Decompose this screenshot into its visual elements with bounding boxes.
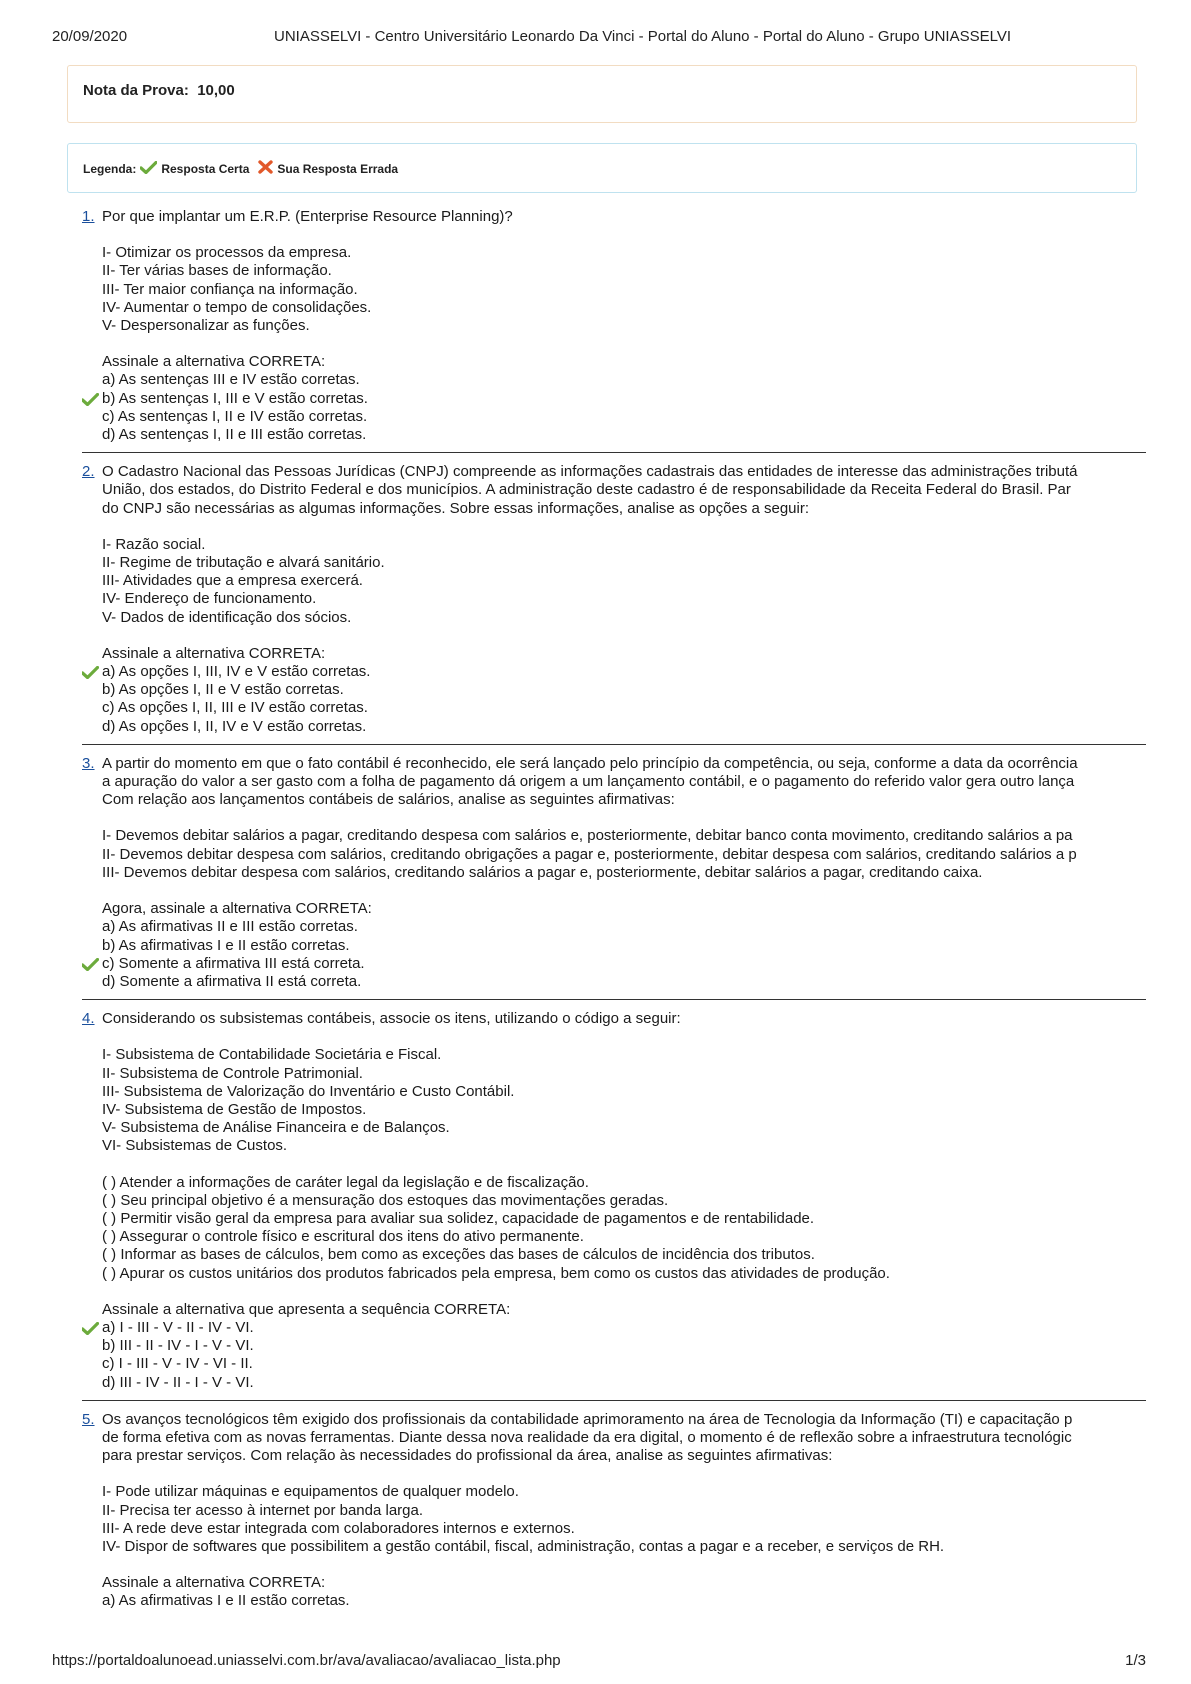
statement: VI- Subsistemas de Custos. <box>102 1137 288 1155</box>
legend-row <box>83 160 398 177</box>
statement: II- Regime de tributação e alvará sanitário. <box>102 554 385 572</box>
alternative[interactable]: c) As sentenças I, II e IV estão corretas. <box>102 407 368 425</box>
statement: II- Precisa ter acesso à internet por banda larga. <box>102 1501 424 1519</box>
association-item: ( ) Informar as bases de cálculos, bem como as exceções das bases de cálculos de incidência dos tributos. <box>102 1246 815 1264</box>
alternative[interactable]: a) As sentenças III e IV estão corretas. <box>102 371 360 389</box>
alternative[interactable]: c) As opções I, II, III e IV estão corretas. <box>102 699 368 717</box>
print-date: 20/09/2020 <box>52 28 128 45</box>
question-number-link[interactable]: 2. <box>82 463 95 481</box>
statement: I- Otimizar os processos da empresa. <box>102 244 352 262</box>
alternative[interactable]: b) As opções I, II e V estão corretas. <box>102 681 344 699</box>
statement: III- A rede deve estar integrada com colaboradores internos e externos. <box>102 1519 575 1537</box>
association-item: ( ) Permitir visão geral da empresa para avaliar sua solidez, capacidade de pagamentos e de rentabilidade. <box>102 1209 815 1227</box>
legend-wrong: Sua Resposta Errada <box>277 161 399 176</box>
print-footer <box>52 1652 1146 1674</box>
print-header <box>52 28 1112 50</box>
question-4 <box>82 1010 1146 1401</box>
alternative[interactable]: a) As afirmativas I e II estão corretas. <box>102 1592 350 1610</box>
statement: III- Ter maior confiança na informação. <box>102 280 358 298</box>
cross-icon <box>258 160 273 177</box>
question-3 <box>82 755 1146 1000</box>
alternative-correct[interactable] <box>102 663 1146 681</box>
statement: IV- Endereço de funcionamento. <box>102 590 317 608</box>
check-icon <box>82 958 99 971</box>
alternative-label: b) As sentenças I, III e V estão corretas. <box>102 389 368 407</box>
score-value: 10,00 <box>197 82 235 99</box>
alternative[interactable]: b) III - II - IV - I - V - VI. <box>102 1337 254 1355</box>
statement: I- Pode utilizar máquinas e equipamentos de qualquer modelo. <box>102 1483 519 1501</box>
question-5 <box>82 1411 1146 1619</box>
association-item: ( ) Apurar os custos unitários dos produtos fabricados pela empresa, bem como os custos das atividades de produção. <box>102 1264 890 1282</box>
question-text: Considerando os subsistemas contábeis, associe os itens, utilizando o código a seguir: <box>102 1010 681 1028</box>
question-text: A partir do momento em que o fato contábil é reconhecido, ele será lançado pelo princípio da competência, ou seja, conforme a data da ocorrência <box>102 754 1078 772</box>
alternative-correct[interactable] <box>102 955 1146 973</box>
statement: V- Dados de identificação dos sócios. <box>102 608 352 626</box>
alternative-label: c) Somente a afirmativa III está correta. <box>102 954 365 972</box>
alternative[interactable]: d) Somente a afirmativa II está correta. <box>102 972 362 990</box>
question-number-link[interactable]: 3. <box>82 754 95 772</box>
association-item: ( ) Atender a informações de caráter legal da legislação e de fiscalização. <box>102 1173 589 1191</box>
question-text: a apuração do valor a ser gasto com a folha de pagamento dá origem a um lançamento contábil, e o pagamento do referido valor gera outro lança <box>102 773 1075 791</box>
statement: II- Subsistema de Controle Patrimonial. <box>102 1064 363 1082</box>
statement: III- Atividades que a empresa exercerá. <box>102 572 363 590</box>
question-prompt: Assinale a alternativa CORRETA: <box>102 353 326 371</box>
question-text: Os avanços tecnológicos têm exigido dos profissionais da contabilidade aprimoramento na área de Tecnologia da Informação (TI) e capacitação p <box>102 1410 1073 1428</box>
question-number-link[interactable]: 4. <box>82 1010 95 1028</box>
question-number-link[interactable]: 1. <box>82 208 95 225</box>
statement: III- Subsistema de Valorização do Inventário e Custo Contábil. <box>102 1082 515 1100</box>
statement: IV- Subsistema de Gestão de Impostos. <box>102 1100 367 1118</box>
statement: II- Devemos debitar despesa com salários, creditando obrigações a pagar e, posteriormente, debitar despesa com salários, creditando salários a p <box>102 845 1077 863</box>
alternative-label: a) As opções I, III, IV e V estão corretas. <box>102 663 371 681</box>
question-prompt: Agora, assinale a alternativa CORRETA: <box>102 900 372 918</box>
check-icon <box>82 666 99 679</box>
score-panel <box>67 65 1137 123</box>
question-text: para prestar serviços. Com relação às necessidades do profissional da área, analise as seguintes afirmativas: <box>102 1447 833 1465</box>
page-number: 1/3 <box>1125 1652 1146 1669</box>
association-item: ( ) Seu principal objetivo é a mensuração dos estoques das movimentações geradas. <box>102 1191 669 1209</box>
statement: V- Despersonalizar as funções. <box>102 317 310 335</box>
question-text: Por que implantar um E.R.P. (Enterprise Resource Planning)? <box>102 208 513 225</box>
statement: IV- Dispor de softwares que possibilitem a gestão contábil, fiscal, administração, contas a pagar e a receber, e serviços de RH. <box>102 1537 945 1555</box>
statement: I- Razão social. <box>102 535 206 553</box>
question-text: de forma efetiva com as novas ferramentas. Diante dessa nova realidade da era digital, o momento é de reflexão sobre a infraestrutura tecnológic <box>102 1428 1072 1446</box>
page-title: UNIASSELVI - Centro Universitário Leonardo Da Vinci - Portal do Aluno - Portal do Aluno - Grupo UNIASSELVI <box>274 28 1012 45</box>
alternative[interactable]: a) As afirmativas II e III estão corretas. <box>102 918 358 936</box>
check-icon <box>82 393 99 406</box>
legend-label: Legenda: <box>83 161 137 176</box>
question-text: do CNPJ são necessárias as algumas informações. Sobre essas informações, analise as opções a seguir: <box>102 499 810 517</box>
alternative-correct[interactable] <box>102 1319 1146 1337</box>
question-1 <box>82 208 1146 453</box>
statement: I- Subsistema de Contabilidade Societária e Fiscal. <box>102 1046 442 1064</box>
score-label: Nota da Prova: <box>83 82 189 99</box>
legend-panel <box>67 143 1137 193</box>
association-item: ( ) Assegurar o controle físico e escritural dos itens do ativo permanente. <box>102 1228 584 1246</box>
question-text: Com relação aos lançamentos contábeis de salários, analise as seguintes afirmativas: <box>102 791 675 809</box>
question-number-link[interactable]: 5. <box>82 1410 95 1428</box>
alternative[interactable]: b) As afirmativas I e II estão corretas. <box>102 936 350 954</box>
statement: III- Devemos debitar despesa com salários, creditando salários a pagar e, posteriormente, debitar salários a pagar, creditando caixa. <box>102 863 983 881</box>
alternative-label: a) I - III - V - II - IV - VI. <box>102 1318 254 1336</box>
question-text: O Cadastro Nacional das Pessoas Jurídicas (CNPJ) compreende as informações cadastrais das entidades de interesse das administrações tributá <box>102 463 1078 481</box>
question-text: União, dos estados, do Distrito Federal e dos municípios. A administração deste cadastro é de responsabilidade da Receita Federal do Brasil. Par <box>102 481 1071 499</box>
alternative[interactable]: c) I - III - V - IV - VI - II. <box>102 1355 253 1373</box>
check-icon <box>82 1322 99 1335</box>
question-2 <box>82 463 1146 745</box>
statement: II- Ter várias bases de informação. <box>102 262 332 280</box>
alternative-correct[interactable] <box>102 390 1146 408</box>
alternative[interactable]: d) III - IV - II - I - V - VI. <box>102 1373 254 1391</box>
alternative[interactable]: d) As sentenças I, II e III estão corretas. <box>102 426 367 444</box>
alternative[interactable]: d) As opções I, II, IV e V estão corretas. <box>102 717 367 735</box>
page-url: https://portaldoalunoead.uniasselvi.com.br/ava/avaliacao/avaliacao_lista.php <box>52 1652 561 1669</box>
question-prompt: Assinale a alternativa CORRETA: <box>102 1574 326 1592</box>
statement: I- Devemos debitar salários a pagar, creditando despesa com salários e, posteriormente, debitar banco conta movimento, creditando salários a pa <box>102 827 1073 845</box>
question-prompt: Assinale a alternativa CORRETA: <box>102 644 326 662</box>
statement: IV- Aumentar o tempo de consolidações. <box>102 298 372 316</box>
check-icon <box>140 161 157 177</box>
score-text <box>83 82 235 99</box>
legend-correct: Resposta Certa <box>161 161 250 176</box>
question-prompt: Assinale a alternativa que apresenta a sequência CORRETA: <box>102 1300 511 1318</box>
questions-list <box>82 208 1146 1628</box>
statement: V- Subsistema de Análise Financeira e de Balanços. <box>102 1119 450 1137</box>
